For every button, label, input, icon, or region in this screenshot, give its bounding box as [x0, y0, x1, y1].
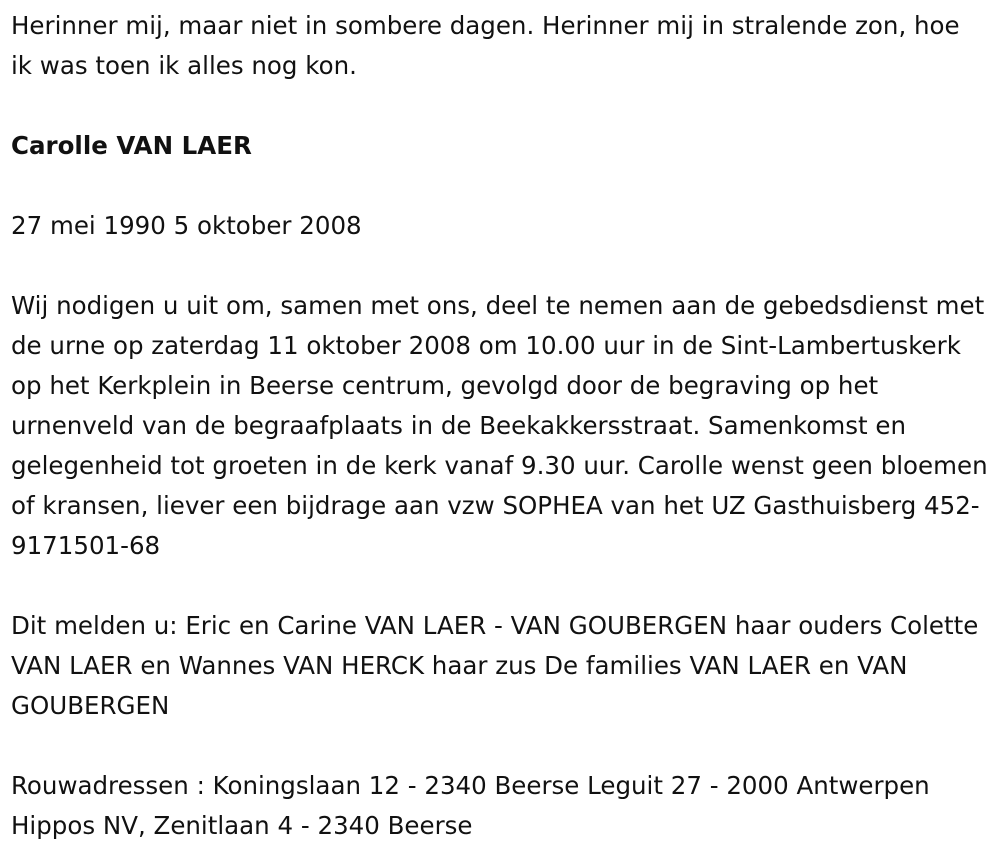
- announcers-paragraph: Dit melden u: Eric en Carine VAN LAER - VAN GOUBERGEN haar ouders Colette VAN LAER en Wannes VAN HERCK haar zus De families VAN LAER en VAN GOUBERGEN: [11, 611, 979, 720]
- mourning-addresses: Rouwadressen : Koningslaan 12 - 2340 Beerse Leguit 27 - 2000 Antwerpen Hippos NV, Zenitlaan 4 - 2340 Beerse: [11, 771, 930, 840]
- memorial-quote: Herinner mij, maar niet in sombere dagen. Herinner mij in stralende zon, hoe ik was toen ik alles nog kon.: [11, 11, 960, 80]
- service-invitation: Wij nodigen u uit om, samen met ons, deel te nemen aan de gebedsdienst met de urne op zaterdag 11 oktober 2008 om 10.00 uur in de Sint-Lambertuskerk op het Kerkplein in Beerse centrum, gevolgd door de begraving op het urnenveld van de begraafplaats in de Beekakkersstraat. Samenkomst en gelegenheid tot groeten in de kerk vanaf 9.30 uur. Carolle wenst geen bloemen of kransen, liever een bijdrage aan vzw SOPHEA van het UZ Gasthuisberg 452-9171501-68: [11, 291, 988, 560]
- deceased-name: Carolle VAN LAER: [11, 131, 252, 160]
- life-dates: 27 mei 1990 5 oktober 2008: [11, 211, 362, 240]
